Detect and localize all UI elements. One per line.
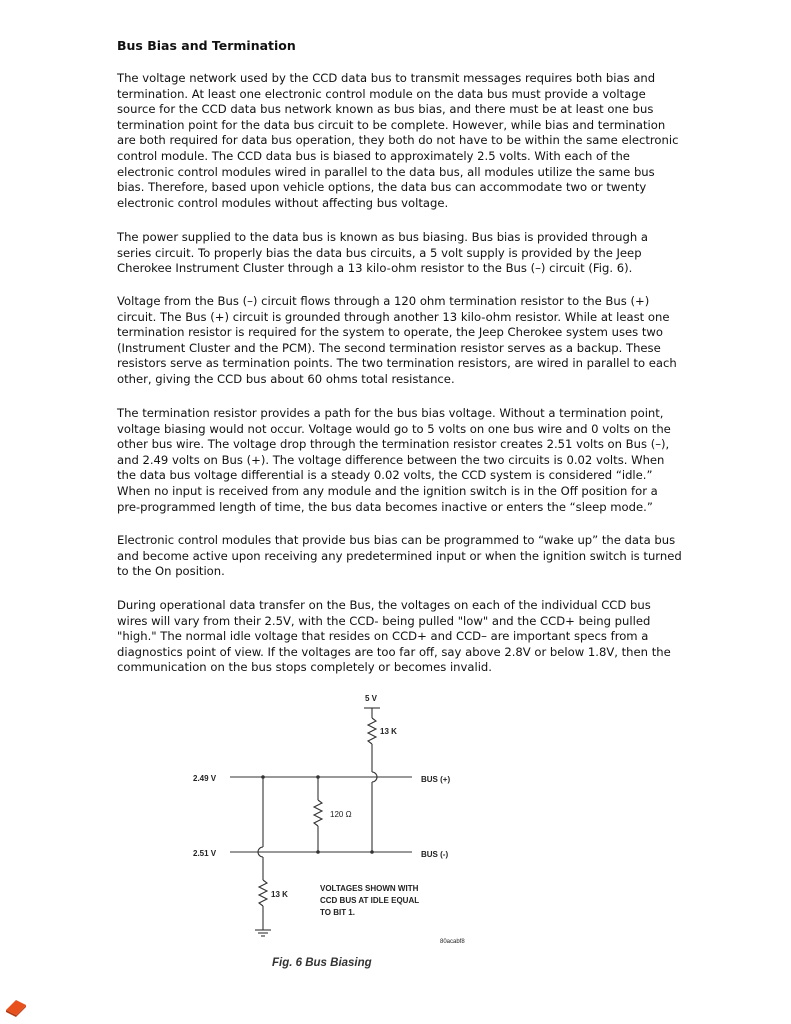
- bus-biasing-circuit-diagram: [0, 685, 791, 955]
- termination-resistor-120: [314, 800, 322, 826]
- paragraph-idle-state: The termination resistor provides a path for the bus bias voltage. Without a termination point, voltage biasing would not occur. Voltage would go to 5 volts on one bus wire and 0 volts on the other bus wire. The voltage drop through the termination resistor creates 2.51 volts on Bus (–), and 2.49 volts on Bus (+). The voltage difference between the two circuits is 0.02 volts. When the data bus voltage differential is a steady 0.02 volts, the CCD system is considered “idle.” When no input is received from any module and the ignition switch is in the Off position for a pre-programmed length of time, the bus data becomes inactive or enters the “sleep mode.”: [117, 406, 671, 514]
- paragraph-bus-biasing: The power supplied to the data bus is known as bus biasing. Bus bias is provided through a series circuit. To properly bias the data bus circuits, a 5 volt supply is provided by the Jeep Cherokee Instrument Cluster through a 13 kilo-ohm resistor to the Bus (–) circuit (Fig. 6).: [117, 230, 648, 276]
- paragraph-bias-and-termination: The voltage network used by the CCD data bus to transmit messages requires both bias and termination. At least one electronic control module on the data bus must provide a voltage source for the CCD data bus network known as bus bias, and there must be at least one bus termination point for the data bus circuit to be complete. However, while bias and termination are both required for data bus operation, they both do not have to be within the same electronic control module. The CCD data bus is biased to approximately 2.5 volts. With each of the electronic control modules wired in parallel to the data bus, all modules utilize the same bus bias. Therefore, based upon vehicle options, the data bus can accommodate two or twenty electronic control modules without affecting bus voltage.: [117, 71, 679, 210]
- figure-id-label: 80acabf8: [440, 939, 465, 945]
- junction-dot: [316, 775, 320, 779]
- figure-caption: Fig. 6 Bus Biasing: [272, 957, 372, 969]
- junction-dot: [316, 850, 320, 854]
- paragraph-termination-resistors: Voltage from the Bus (–) circuit flows through a 120 ohm termination resistor to the Bus (+) circuit. The Bus (+) circuit is grounded through another 13 kilo-ohm resistor. While at least one termination resistor is required for the system to operate, the Jeep Cherokee system uses two (Instrument Cluster and the PCM). The second termination resistor serves as a backup. These resistors serve as termination points. The two termination resistors, are wired in parallel to each other, giving the CCD bus about 60 ohms total resistance.: [117, 294, 677, 386]
- termination-resistor-value-label: 120 Ω: [330, 810, 352, 819]
- bottom-resistor-13k: [259, 880, 267, 906]
- bus-plus-label: BUS (+): [421, 775, 451, 784]
- note-line-1: VOLTAGES SHOWN WITH: [320, 884, 419, 893]
- supply-voltage-label: 5 V: [365, 694, 378, 703]
- stamp-logo-icon: [4, 996, 28, 1018]
- paragraph-wake-up: Electronic control modules that provide bus bias can be programmed to “wake up” the data bus and become active upon receiving any predetermined input or when the ignition switch is turned to the On position.: [117, 533, 682, 579]
- section-heading: Bus Bias and Termination: [117, 38, 296, 53]
- top-resistor-value-label: 13 K: [380, 727, 397, 736]
- note-line-3: TO BIT 1.: [320, 908, 355, 917]
- top-resistor-13k: [368, 718, 376, 744]
- note-line-2: CCD BUS AT IDLE EQUAL: [320, 896, 420, 905]
- junction-dot: [261, 775, 265, 779]
- paragraph-idle-voltages: During operational data transfer on the Bus, the voltages on each of the individual CCD bus wires will vary from their 2.5V, with the CCD- being pulled "low" and the CCD+ being pulled "high." The normal idle voltage that resides on CCD+ and CCD– are important specs from a diagnostics point of view. If the voltages are too far off, say above 2.8V or below 1.8V, then the communication on the bus stops completely or becomes invalid.: [117, 598, 671, 675]
- bus-plus-voltage-label: 2.49 V: [193, 774, 217, 783]
- bus-minus-label: BUS (-): [421, 850, 449, 859]
- bus-minus-voltage-label: 2.51 V: [193, 849, 217, 858]
- junction-dot: [370, 850, 374, 854]
- bottom-resistor-value-label: 13 K: [271, 890, 288, 899]
